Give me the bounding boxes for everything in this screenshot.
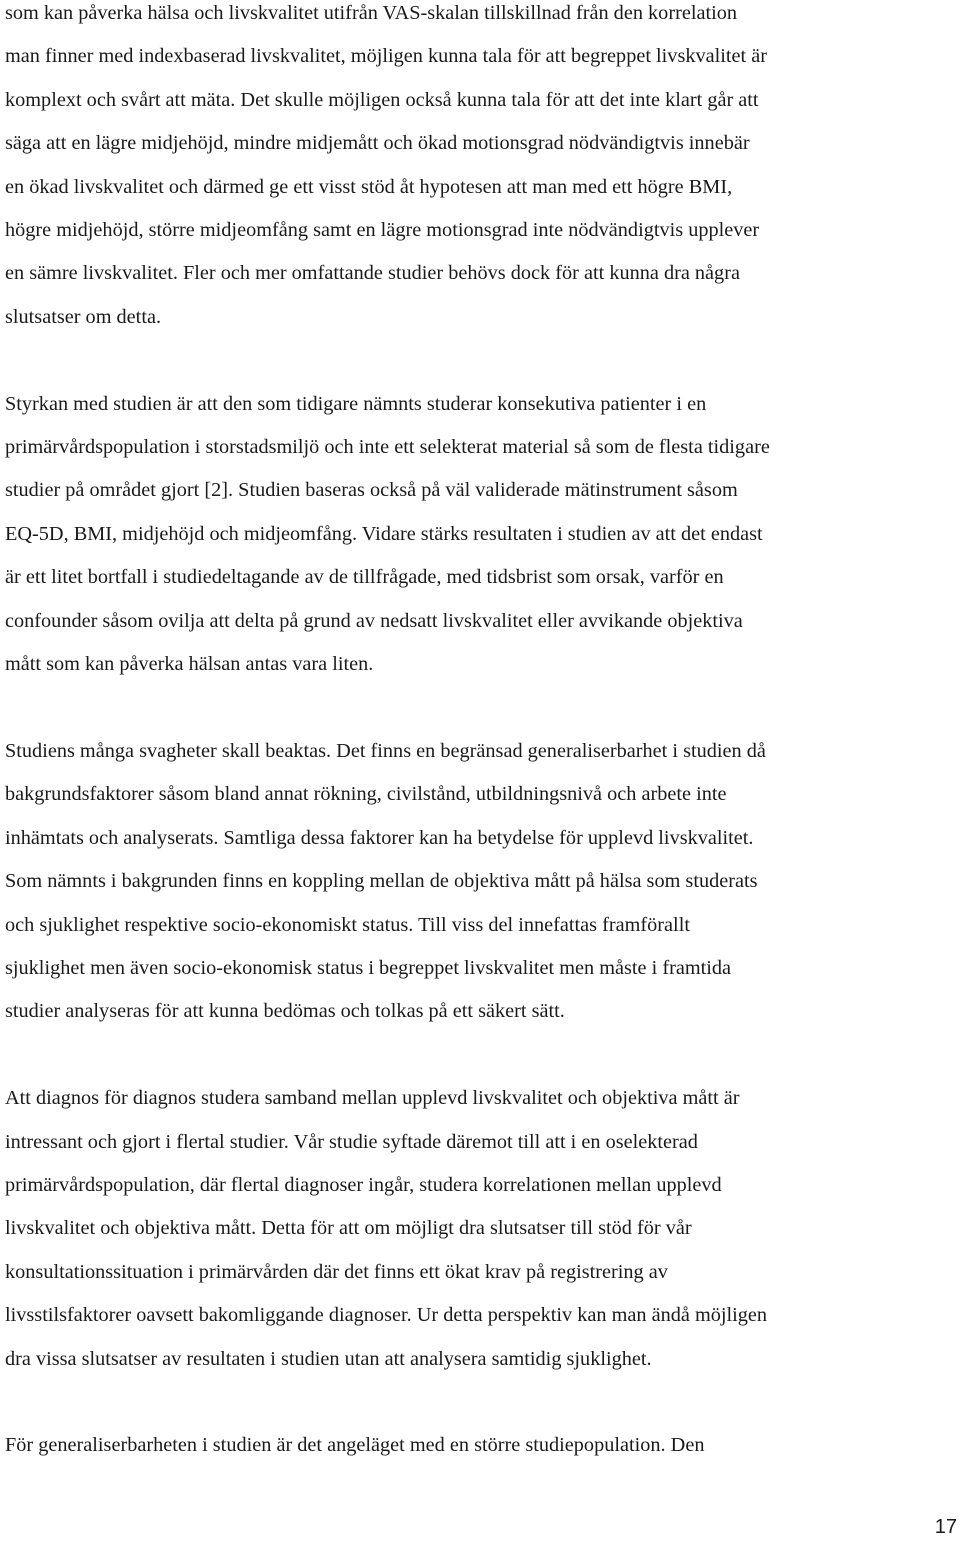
- text-line: en sämre livskvalitet. Fler och mer omfattande studier behövs dock för att kunna dra några: [5, 262, 740, 285]
- paragraph-2: [5, 383, 957, 687]
- text-line: Styrkan med studien är att den som tidigare nämnts studerar konsekutiva patienter i en: [5, 392, 707, 415]
- text-line: slutsatser om detta.: [5, 305, 162, 328]
- paragraph-spacer: [5, 339, 957, 382]
- paragraph-spacer: [5, 1381, 957, 1424]
- text-line: Som nämnts i bakgrunden finns en koppling mellan de objektiva mått på hälsa som studerats: [5, 870, 758, 893]
- text-line: studier analyseras för att kunna bedömas och tolkas på ett säkert sätt.: [5, 1000, 565, 1023]
- text-line: sjuklighet men även socio-ekonomisk status i begreppet livskvalitet men måste i framtida: [5, 956, 732, 979]
- text-line: livskvalitet och objektiva mått. Detta för att om möjligt dra slutsatser till stöd för vår: [5, 1217, 692, 1240]
- text-line: säga att en lägre midjehöjd, mindre midjemått och ökad motionsgrad nödvändigtvis innebär: [5, 132, 750, 155]
- text-line: som kan påverka hälsa och livskvalitet utifrån VAS-skalan tillskillnad från den korrelation: [5, 2, 738, 24]
- page-number: 17: [934, 1516, 957, 1538]
- text-line: livsstilsfaktorer oavsett bakomliggande diagnoser. Ur detta perspektiv kan man ändå möjligen: [5, 1304, 768, 1327]
- text-line: högre midjehöjd, större midjeomfång samt en lägre motionsgrad inte nödvändigtvis upplever: [5, 219, 760, 242]
- paragraph-spacer: [5, 1034, 957, 1077]
- text-line: primärvårdspopulation i storstadsmiljö och inte ett selekterat material så som de flesta tidigare: [5, 436, 770, 459]
- document-page: [5, 0, 957, 1468]
- paragraph-4: [5, 1077, 957, 1381]
- text-line: intressant och gjort i flertal studier. Vår studie syftade däremot till att i en oselekterad: [5, 1130, 698, 1153]
- text-line: dra vissa slutsatser av resultaten i studien utan att analysera samtidig sjuklighet.: [5, 1347, 652, 1370]
- text-line: confounder såsom ovilja att delta på grund av nedsatt livskvalitet eller avvikande objektiva: [5, 609, 743, 632]
- text-line: Att diagnos för diagnos studera samband mellan upplevd livskvalitet och objektiva mått är: [5, 1087, 740, 1110]
- paragraph-1: [5, 0, 957, 339]
- text-line: är ett litet bortfall i studiedeltagande av de tillfrågade, med tidsbrist som orsak, varför en: [5, 566, 724, 589]
- text-line: För generaliserbarheten i studien är det angeläget med en större studiepopulation. Den: [5, 1434, 705, 1457]
- text-line: och sjuklighet respektive socio-ekonomiskt status. Till viss del innefattas framförallt: [5, 913, 690, 936]
- text-line: komplext och svårt att mäta. Det skulle möjligen också kunna tala för att det inte klart går att: [5, 88, 759, 111]
- text-line: bakgrundsfaktorer såsom bland annat rökning, civilstånd, utbildningsnivå och arbete inte: [5, 783, 727, 806]
- text-line: EQ-5D, BMI, midjehöjd och midjeomfång. Vidare stärks resultaten i studien av att det endast: [5, 522, 763, 545]
- text-line: primärvårdspopulation, där flertal diagnoser ingår, studera korrelationen mellan upplevd: [5, 1173, 722, 1196]
- text-line: man finner med indexbaserad livskvalitet, möjligen kunna tala för att begreppet livskvalitet är: [5, 45, 767, 68]
- paragraph-spacer: [5, 686, 957, 729]
- text-line: inhämtats och analyserats. Samtliga dessa faktorer kan ha betydelse för upplevd livskvalitet.: [5, 826, 754, 849]
- text-line: en ökad livskvalitet och därmed ge ett visst stöd åt hypotesen att man med ett högre BMI,: [5, 175, 733, 198]
- paragraph-3: [5, 730, 957, 1034]
- text-line: studier på området gjort [2]. Studien baseras också på väl validerade mätinstrument såsom: [5, 479, 738, 502]
- text-line: mått som kan påverka hälsan antas vara liten.: [5, 653, 374, 676]
- text-line: konsultationssituation i primärvården där det finns ett ökat krav på registrering av: [5, 1260, 668, 1283]
- paragraph-5: [5, 1424, 957, 1467]
- text-line: Studiens många svagheter skall beaktas. Det finns en begränsad generaliserbarhet i studien då: [5, 739, 766, 762]
